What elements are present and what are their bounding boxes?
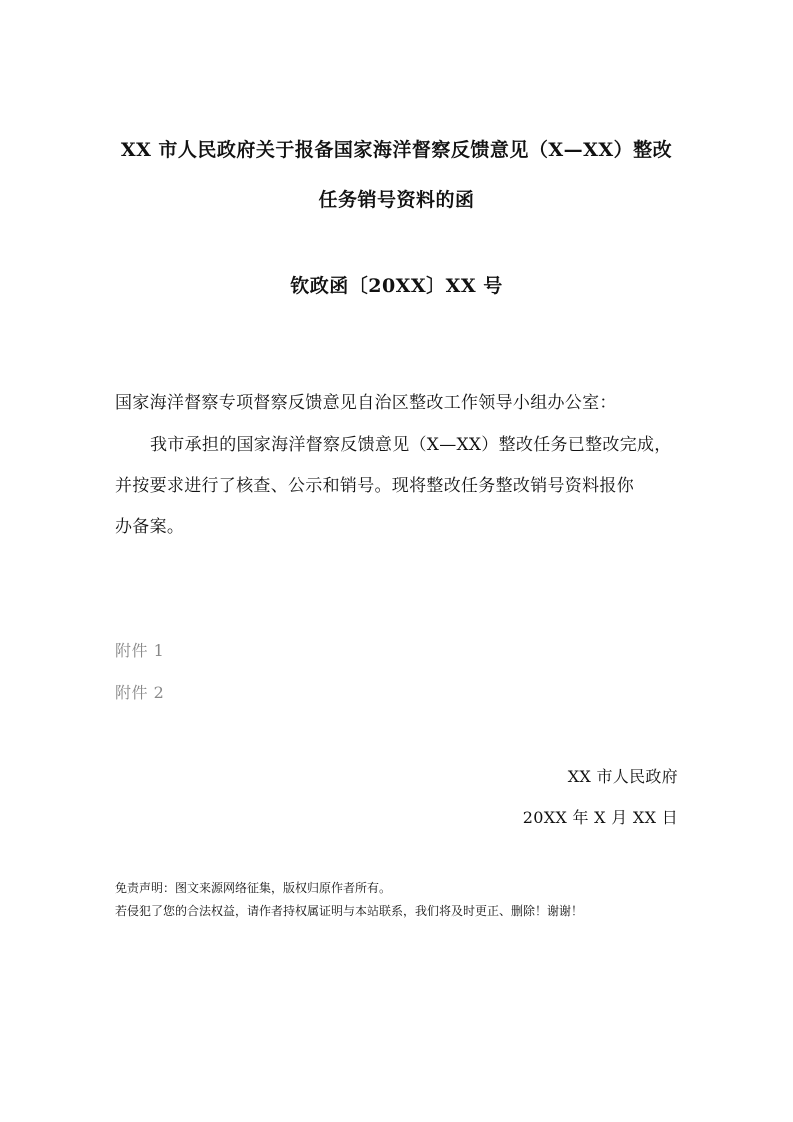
body-paragraph-line-3: 办备案。 [115, 517, 185, 537]
body-paragraph-line-1: 我市承担的国家海洋督察反馈意见（X—XX）整改任务已整改完成， [150, 435, 672, 455]
attachment-2: 附件 2 [115, 683, 165, 702]
body-paragraph-line-2: 并按要求进行了核查、公示和销号。现将整改任务整改销号资料报你 [115, 476, 634, 496]
signature-date: 20XX 年 X 月 XX 日 [522, 808, 678, 827]
attachment-1: 附件 1 [115, 641, 165, 660]
disclaimer-line-2: 若侵犯了您的合法权益，请作者持权属证明与本站联系，我们将及时更正、删除！谢谢！ [115, 904, 584, 918]
signature-org: XX 市人民政府 [567, 767, 678, 786]
document-title-line-2: 任务销号资料的函 [318, 189, 475, 211]
document-title-line-1: XX 市人民政府关于报备国家海洋督察反馈意见（X—XX）整改 [120, 139, 673, 161]
recipient-line: 国家海洋督察专项督察反馈意见自治区整改工作领导小组办公室： [115, 393, 617, 413]
document-number: 钦政函〔20XX〕XX 号 [290, 275, 503, 297]
disclaimer-line-1: 免责声明：图文来源网络征集，版权归原作者所有。 [115, 881, 392, 895]
